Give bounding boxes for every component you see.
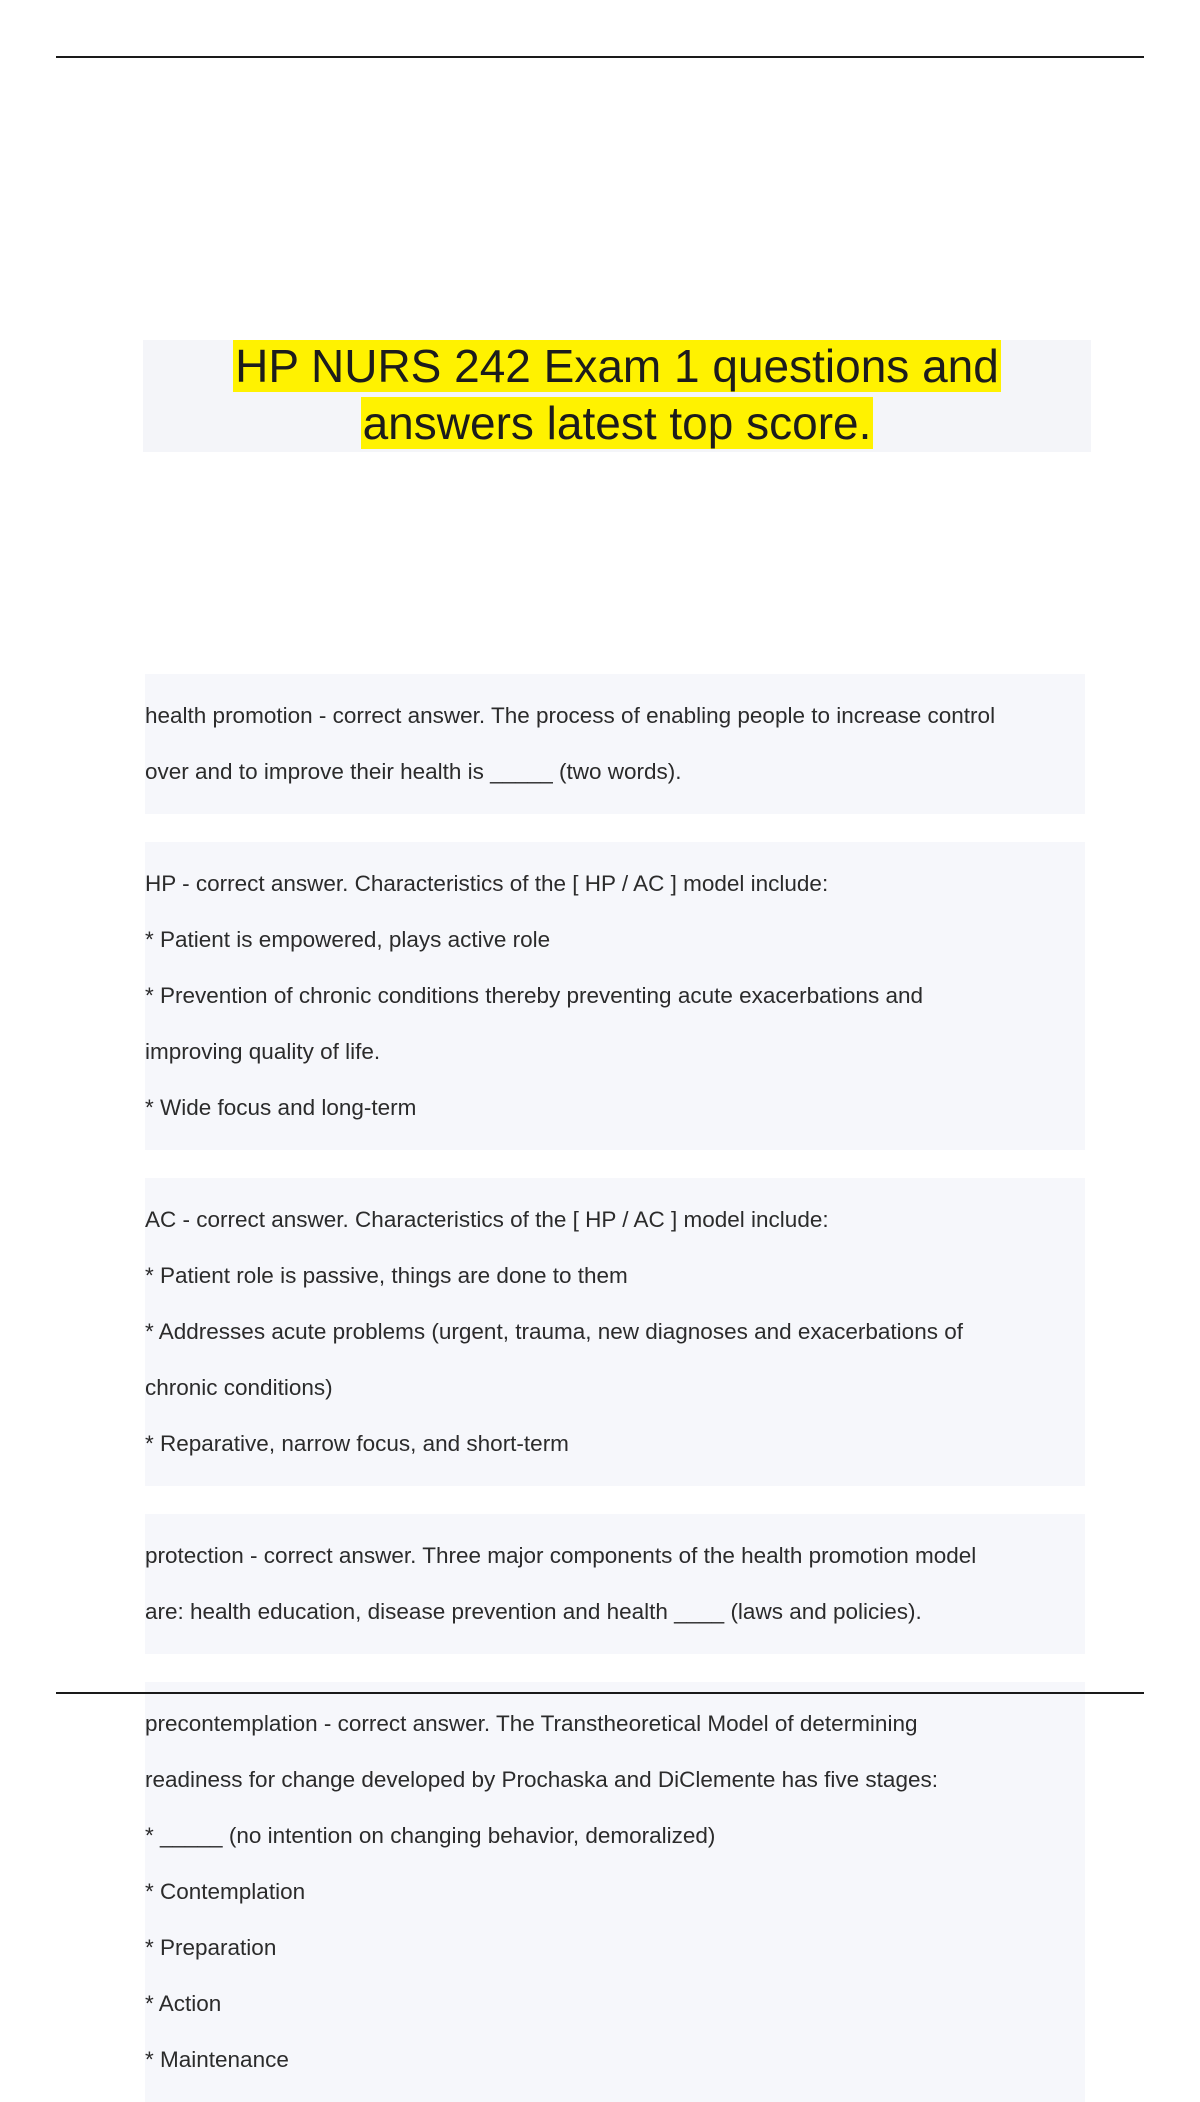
qa-line: protection - correct answer. Three major components of the health promotion model bbox=[145, 1543, 977, 1568]
qa-line: health promotion - correct answer. The process of enabling people to increase control bbox=[145, 703, 996, 728]
qa-line: are: health education, disease prevention and health ____ (laws and policies). bbox=[145, 1599, 922, 1624]
qa-line: * Patient is empowered, plays active role bbox=[145, 927, 551, 952]
footer-rule bbox=[56, 1692, 1144, 1694]
qa-line: * Action bbox=[145, 1991, 222, 2016]
qa-line: improving quality of life. bbox=[145, 1039, 381, 1064]
qa-item bbox=[145, 1514, 1085, 1654]
qa-line: * Maintenance bbox=[145, 2047, 289, 2072]
qa-line: chronic conditions) bbox=[145, 1375, 333, 1400]
qa-line: * Prevention of chronic conditions thereby preventing acute exacerbations and bbox=[145, 983, 923, 1008]
qa-line: HP - correct answer. Characteristics of the [ HP / AC ] model include: bbox=[145, 871, 829, 896]
qa-line: AC - correct answer. Characteristics of the [ HP / AC ] model include: bbox=[145, 1207, 829, 1232]
title-line-1: HP NURS 242 Exam 1 questions and bbox=[235, 340, 999, 392]
qa-line: * Wide focus and long-term bbox=[145, 1095, 417, 1120]
qa-line: precontemplation - correct answer. The Transtheoretical Model of determining bbox=[145, 1711, 918, 1736]
title-line-2: answers latest top score. bbox=[362, 397, 872, 449]
qa-item bbox=[145, 1178, 1085, 1486]
qa-line: readiness for change developed by Prochaska and DiClemente has five stages: bbox=[145, 1767, 938, 1792]
qa-item bbox=[145, 842, 1085, 1150]
qa-line: * Contemplation bbox=[145, 1879, 306, 1904]
qa-item bbox=[145, 1682, 1085, 2102]
qa-line: * Preparation bbox=[145, 1935, 277, 1960]
qa-line: over and to improve their health is _____ (two words). bbox=[145, 759, 682, 784]
header-rule bbox=[56, 56, 1144, 58]
qa-line: * Addresses acute problems (urgent, trauma, new diagnoses and exacerbations of bbox=[145, 1319, 963, 1344]
qa-line: * _____ (no intention on changing behavior, demoralized) bbox=[145, 1823, 716, 1848]
qa-list bbox=[145, 674, 1085, 2102]
document-title bbox=[143, 338, 1091, 452]
qa-line: * Reparative, narrow focus, and short-term bbox=[145, 1431, 569, 1456]
qa-item bbox=[145, 674, 1085, 814]
qa-line: * Patient role is passive, things are done to them bbox=[145, 1263, 628, 1288]
